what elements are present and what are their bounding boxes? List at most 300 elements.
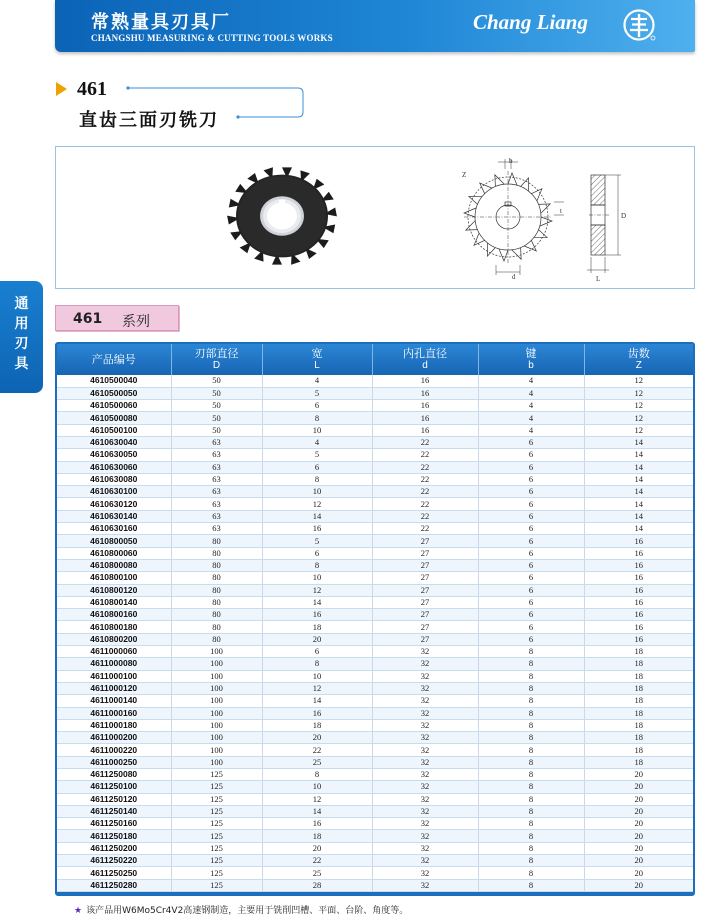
cell-teeth: 16 (584, 547, 693, 559)
cell-product-code: 4611250080 (57, 769, 171, 781)
table-row (57, 609, 693, 621)
spec-table-container (55, 342, 695, 896)
cell-bore: 22 (372, 473, 478, 485)
table-row (57, 769, 693, 781)
cell-width: 14 (262, 695, 372, 707)
cell-product-code: 4610800120 (57, 584, 171, 596)
cell-width: 25 (262, 867, 372, 879)
table-row (57, 559, 693, 571)
cell-bore: 22 (372, 461, 478, 473)
cell-key: 6 (478, 547, 584, 559)
cell-key: 8 (478, 658, 584, 670)
cell-key: 8 (478, 682, 584, 694)
cell-bore: 22 (372, 523, 478, 535)
cell-diameter: 125 (171, 818, 262, 830)
title-bracket-decoration (126, 86, 304, 119)
cell-product-code: 4610500060 (57, 400, 171, 412)
cell-teeth: 16 (584, 584, 693, 596)
cell-key: 4 (478, 387, 584, 399)
cell-diameter: 63 (171, 523, 262, 535)
cutter-photo-image (212, 156, 352, 276)
cell-product-code: 4611000200 (57, 732, 171, 744)
table-row (57, 461, 693, 473)
table-row (57, 646, 693, 658)
cell-width: 18 (262, 621, 372, 633)
cell-bore: 27 (372, 547, 478, 559)
cell-teeth: 14 (584, 473, 693, 485)
cell-bore: 32 (372, 719, 478, 731)
cutter-front-view-drawing (456, 155, 566, 285)
cell-product-code: 4610630120 (57, 498, 171, 510)
drawing-label-t: t (560, 207, 562, 215)
cell-teeth: 20 (584, 867, 693, 879)
side-tab-char: 通 (14, 296, 29, 312)
cell-product-code: 4610800100 (57, 572, 171, 584)
cell-width: 16 (262, 818, 372, 830)
drawing-label-L: L (596, 275, 601, 283)
product-code: 461 (77, 78, 107, 100)
cell-key: 6 (478, 498, 584, 510)
cell-diameter: 125 (171, 769, 262, 781)
table-row (57, 412, 693, 424)
cell-bore: 22 (372, 436, 478, 448)
cell-bore: 27 (372, 535, 478, 547)
cell-key: 4 (478, 400, 584, 412)
cell-width: 4 (262, 375, 372, 387)
cell-teeth: 14 (584, 449, 693, 461)
cell-teeth: 12 (584, 400, 693, 412)
cell-product-code: 4611000140 (57, 695, 171, 707)
cell-product-code: 4610630100 (57, 486, 171, 498)
cell-product-code: 4610630080 (57, 473, 171, 485)
side-tab-char: 用 (14, 316, 29, 332)
cell-diameter: 80 (171, 547, 262, 559)
cell-bore: 32 (372, 646, 478, 658)
cell-teeth: 14 (584, 461, 693, 473)
cell-product-code: 4610500100 (57, 424, 171, 436)
cell-width: 10 (262, 424, 372, 436)
cell-bore: 16 (372, 387, 478, 399)
cell-key: 6 (478, 486, 584, 498)
cell-product-code: 4611250250 (57, 867, 171, 879)
table-row (57, 879, 693, 891)
company-name-en: CHANGSHU MEASURING & CUTTING TOOLS WORKS (91, 33, 333, 43)
cell-key: 8 (478, 879, 584, 891)
header-product-code: 产品编号 (57, 344, 171, 375)
cell-product-code: 4611250100 (57, 781, 171, 793)
cell-key: 6 (478, 523, 584, 535)
cell-key: 6 (478, 559, 584, 571)
cell-key: 8 (478, 781, 584, 793)
cell-diameter: 100 (171, 670, 262, 682)
cell-width: 18 (262, 830, 372, 842)
cell-teeth: 20 (584, 793, 693, 805)
table-row (57, 719, 693, 731)
cell-diameter: 80 (171, 609, 262, 621)
cell-product-code: 4611000220 (57, 744, 171, 756)
cell-bore: 32 (372, 695, 478, 707)
cell-bore: 16 (372, 424, 478, 436)
cell-key: 6 (478, 621, 584, 633)
cell-teeth: 20 (584, 830, 693, 842)
cell-product-code: 4611000160 (57, 707, 171, 719)
cell-width: 8 (262, 658, 372, 670)
cell-width: 16 (262, 707, 372, 719)
cell-width: 20 (262, 633, 372, 645)
cell-key: 6 (478, 535, 584, 547)
cell-bore: 32 (372, 793, 478, 805)
cell-diameter: 50 (171, 387, 262, 399)
cell-key: 6 (478, 572, 584, 584)
cell-width: 8 (262, 769, 372, 781)
table-row (57, 842, 693, 854)
cell-key: 4 (478, 412, 584, 424)
cell-product-code: 4611000100 (57, 670, 171, 682)
cell-bore: 27 (372, 572, 478, 584)
cell-key: 6 (478, 510, 584, 522)
cell-width: 25 (262, 756, 372, 768)
cell-width: 14 (262, 805, 372, 817)
side-tab-char: 刃 (14, 336, 29, 352)
table-row (57, 547, 693, 559)
cell-key: 8 (478, 744, 584, 756)
series-label: 系列 (122, 314, 150, 330)
table-header-row (57, 344, 693, 375)
cell-bore: 32 (372, 867, 478, 879)
cell-width: 20 (262, 732, 372, 744)
cell-product-code: 4611250180 (57, 830, 171, 842)
table-row (57, 535, 693, 547)
cell-bore: 32 (372, 732, 478, 744)
cell-teeth: 16 (584, 633, 693, 645)
cell-key: 6 (478, 609, 584, 621)
table-row (57, 510, 693, 522)
table-row (57, 670, 693, 682)
cell-teeth: 18 (584, 695, 693, 707)
cell-product-code: 4610800160 (57, 609, 171, 621)
cell-teeth: 18 (584, 719, 693, 731)
cell-diameter: 125 (171, 842, 262, 854)
cell-width: 22 (262, 855, 372, 867)
cell-key: 8 (478, 756, 584, 768)
cell-product-code: 4611250200 (57, 842, 171, 854)
cell-diameter: 125 (171, 855, 262, 867)
cell-diameter: 63 (171, 486, 262, 498)
cell-diameter: 100 (171, 682, 262, 694)
cell-width: 8 (262, 473, 372, 485)
header-width: 宽 L (262, 344, 372, 375)
cell-diameter: 50 (171, 424, 262, 436)
cell-product-code: 4610500040 (57, 375, 171, 387)
cell-bore: 32 (372, 682, 478, 694)
header-bore: 内孔直径 d (372, 344, 478, 375)
cell-bore: 32 (372, 769, 478, 781)
cell-width: 12 (262, 584, 372, 596)
table-row (57, 400, 693, 412)
cell-width: 28 (262, 879, 372, 891)
table-row (57, 523, 693, 535)
cell-product-code: 4610500080 (57, 412, 171, 424)
series-label-box (55, 305, 179, 331)
cell-teeth: 12 (584, 375, 693, 387)
cell-product-code: 4610800050 (57, 535, 171, 547)
cell-diameter: 80 (171, 633, 262, 645)
cell-product-code: 4610800200 (57, 633, 171, 645)
cell-bore: 32 (372, 658, 478, 670)
table-row (57, 793, 693, 805)
cell-diameter: 80 (171, 559, 262, 571)
cell-key: 8 (478, 719, 584, 731)
cell-key: 8 (478, 842, 584, 854)
cell-key: 6 (478, 473, 584, 485)
series-code: 461 (73, 311, 103, 327)
cell-diameter: 100 (171, 719, 262, 731)
header-teeth: 齿数 Z (584, 344, 693, 375)
cell-product-code: 4610630140 (57, 510, 171, 522)
cell-width: 5 (262, 387, 372, 399)
cell-teeth: 20 (584, 855, 693, 867)
cell-diameter: 50 (171, 375, 262, 387)
cell-teeth: 16 (584, 596, 693, 608)
cell-diameter: 80 (171, 621, 262, 633)
cell-diameter: 100 (171, 756, 262, 768)
cell-bore: 16 (372, 412, 478, 424)
cell-diameter: 63 (171, 449, 262, 461)
cell-product-code: 4610800140 (57, 596, 171, 608)
cell-bore: 32 (372, 707, 478, 719)
cell-diameter: 80 (171, 572, 262, 584)
cell-teeth: 14 (584, 510, 693, 522)
cell-diameter: 125 (171, 781, 262, 793)
table-row (57, 375, 693, 387)
cell-bore: 22 (372, 510, 478, 522)
drawing-label-d: d (512, 273, 516, 281)
cell-key: 4 (478, 424, 584, 436)
cell-width: 4 (262, 436, 372, 448)
cell-key: 8 (478, 769, 584, 781)
cell-diameter: 125 (171, 805, 262, 817)
cell-bore: 22 (372, 486, 478, 498)
cell-key: 4 (478, 375, 584, 387)
cell-width: 5 (262, 449, 372, 461)
cell-key: 8 (478, 695, 584, 707)
cell-bore: 27 (372, 584, 478, 596)
cell-bore: 32 (372, 818, 478, 830)
drawing-label-b: b (509, 157, 513, 165)
cell-width: 18 (262, 719, 372, 731)
brand-name: Chang Liang (473, 10, 588, 34)
cell-product-code: 4610630060 (57, 461, 171, 473)
star-icon: ★ (74, 906, 83, 916)
cell-diameter: 80 (171, 596, 262, 608)
cell-bore: 32 (372, 855, 478, 867)
cell-teeth: 18 (584, 646, 693, 658)
table-row (57, 682, 693, 694)
cell-key: 6 (478, 436, 584, 448)
cell-teeth: 18 (584, 670, 693, 682)
brand-logo-icon (622, 8, 656, 42)
cell-teeth: 16 (584, 572, 693, 584)
cell-width: 10 (262, 572, 372, 584)
cell-product-code: 4610630040 (57, 436, 171, 448)
cell-product-code: 4611000080 (57, 658, 171, 670)
cell-bore: 22 (372, 498, 478, 510)
table-row (57, 707, 693, 719)
cell-teeth: 18 (584, 658, 693, 670)
cell-bore: 32 (372, 756, 478, 768)
footer-note (74, 903, 408, 916)
cell-key: 6 (478, 633, 584, 645)
cell-product-code: 4611250120 (57, 793, 171, 805)
title-arrow-icon (56, 82, 67, 96)
cell-product-code: 4611250220 (57, 855, 171, 867)
table-row (57, 473, 693, 485)
cell-width: 8 (262, 559, 372, 571)
table-row (57, 867, 693, 879)
cell-bore: 32 (372, 830, 478, 842)
cell-product-code: 4611000060 (57, 646, 171, 658)
cell-key: 6 (478, 584, 584, 596)
cell-width: 10 (262, 486, 372, 498)
table-row (57, 596, 693, 608)
cell-diameter: 100 (171, 658, 262, 670)
cell-key: 8 (478, 732, 584, 744)
cell-diameter: 100 (171, 732, 262, 744)
cell-key: 8 (478, 867, 584, 879)
table-row (57, 572, 693, 584)
cell-bore: 16 (372, 400, 478, 412)
cell-teeth: 14 (584, 498, 693, 510)
cell-diameter: 63 (171, 510, 262, 522)
cell-bore: 27 (372, 609, 478, 621)
cell-width: 20 (262, 842, 372, 854)
table-row (57, 498, 693, 510)
cell-width: 5 (262, 535, 372, 547)
cell-width: 14 (262, 510, 372, 522)
table-row (57, 830, 693, 842)
cell-product-code: 4610800080 (57, 559, 171, 571)
cell-width: 6 (262, 547, 372, 559)
cell-teeth: 20 (584, 818, 693, 830)
cell-diameter: 125 (171, 879, 262, 891)
cell-teeth: 16 (584, 559, 693, 571)
table-row (57, 732, 693, 744)
cell-diameter: 125 (171, 830, 262, 842)
table-row (57, 805, 693, 817)
table-row (57, 424, 693, 436)
cell-key: 6 (478, 461, 584, 473)
drawing-label-z: Z (462, 171, 467, 179)
cell-diameter: 100 (171, 744, 262, 756)
cutter-side-view-drawing (581, 155, 641, 285)
table-row (57, 486, 693, 498)
header-key: 键 b (478, 344, 584, 375)
cell-diameter: 63 (171, 473, 262, 485)
cell-width: 12 (262, 793, 372, 805)
cell-bore: 27 (372, 633, 478, 645)
cell-diameter: 63 (171, 436, 262, 448)
cell-width: 16 (262, 609, 372, 621)
cell-teeth: 12 (584, 424, 693, 436)
cell-bore: 16 (372, 375, 478, 387)
cell-teeth: 20 (584, 781, 693, 793)
cell-key: 8 (478, 670, 584, 682)
cell-key: 8 (478, 830, 584, 842)
table-row (57, 855, 693, 867)
header-diameter: 刃部直径 D (171, 344, 262, 375)
cell-width: 16 (262, 523, 372, 535)
cell-diameter: 100 (171, 695, 262, 707)
cell-product-code: 4610630050 (57, 449, 171, 461)
table-row (57, 744, 693, 756)
cell-product-code: 4611250140 (57, 805, 171, 817)
side-tab-char: 具 (14, 356, 29, 372)
cell-product-code: 4610800180 (57, 621, 171, 633)
cell-width: 22 (262, 744, 372, 756)
cell-width: 12 (262, 498, 372, 510)
cell-teeth: 12 (584, 387, 693, 399)
cell-product-code: 4611000250 (57, 756, 171, 768)
cell-bore: 32 (372, 805, 478, 817)
cell-diameter: 63 (171, 461, 262, 473)
table-row (57, 387, 693, 399)
cell-product-code: 4611000120 (57, 682, 171, 694)
cell-teeth: 18 (584, 744, 693, 756)
spec-table (57, 344, 693, 892)
cell-bore: 27 (372, 596, 478, 608)
cell-product-code: 4611250280 (57, 879, 171, 891)
cell-teeth: 14 (584, 523, 693, 535)
cell-key: 8 (478, 793, 584, 805)
header-banner (55, 0, 695, 52)
cell-diameter: 125 (171, 867, 262, 879)
cell-teeth: 18 (584, 682, 693, 694)
cell-bore: 32 (372, 842, 478, 854)
cell-teeth: 16 (584, 621, 693, 633)
cell-key: 8 (478, 646, 584, 658)
cell-key: 6 (478, 449, 584, 461)
cell-product-code: 4611250160 (57, 818, 171, 830)
cell-bore: 27 (372, 621, 478, 633)
table-row (57, 658, 693, 670)
cell-width: 10 (262, 781, 372, 793)
cell-teeth: 20 (584, 879, 693, 891)
cell-diameter: 50 (171, 412, 262, 424)
cell-teeth: 20 (584, 805, 693, 817)
cell-diameter: 80 (171, 584, 262, 596)
cell-width: 12 (262, 682, 372, 694)
table-row (57, 584, 693, 596)
cell-key: 6 (478, 596, 584, 608)
cell-diameter: 63 (171, 498, 262, 510)
cell-product-code: 4610630160 (57, 523, 171, 535)
cell-product-code: 4610800060 (57, 547, 171, 559)
cell-teeth: 18 (584, 732, 693, 744)
cell-product-code: 4610500050 (57, 387, 171, 399)
cell-teeth: 16 (584, 609, 693, 621)
product-image-panel (55, 146, 695, 289)
cell-bore: 32 (372, 781, 478, 793)
cell-teeth: 20 (584, 842, 693, 854)
cell-teeth: 18 (584, 756, 693, 768)
table-row (57, 818, 693, 830)
cell-bore: 32 (372, 670, 478, 682)
cell-teeth: 12 (584, 412, 693, 424)
table-row (57, 621, 693, 633)
cell-key: 8 (478, 805, 584, 817)
cell-bore: 32 (372, 744, 478, 756)
table-row (57, 781, 693, 793)
